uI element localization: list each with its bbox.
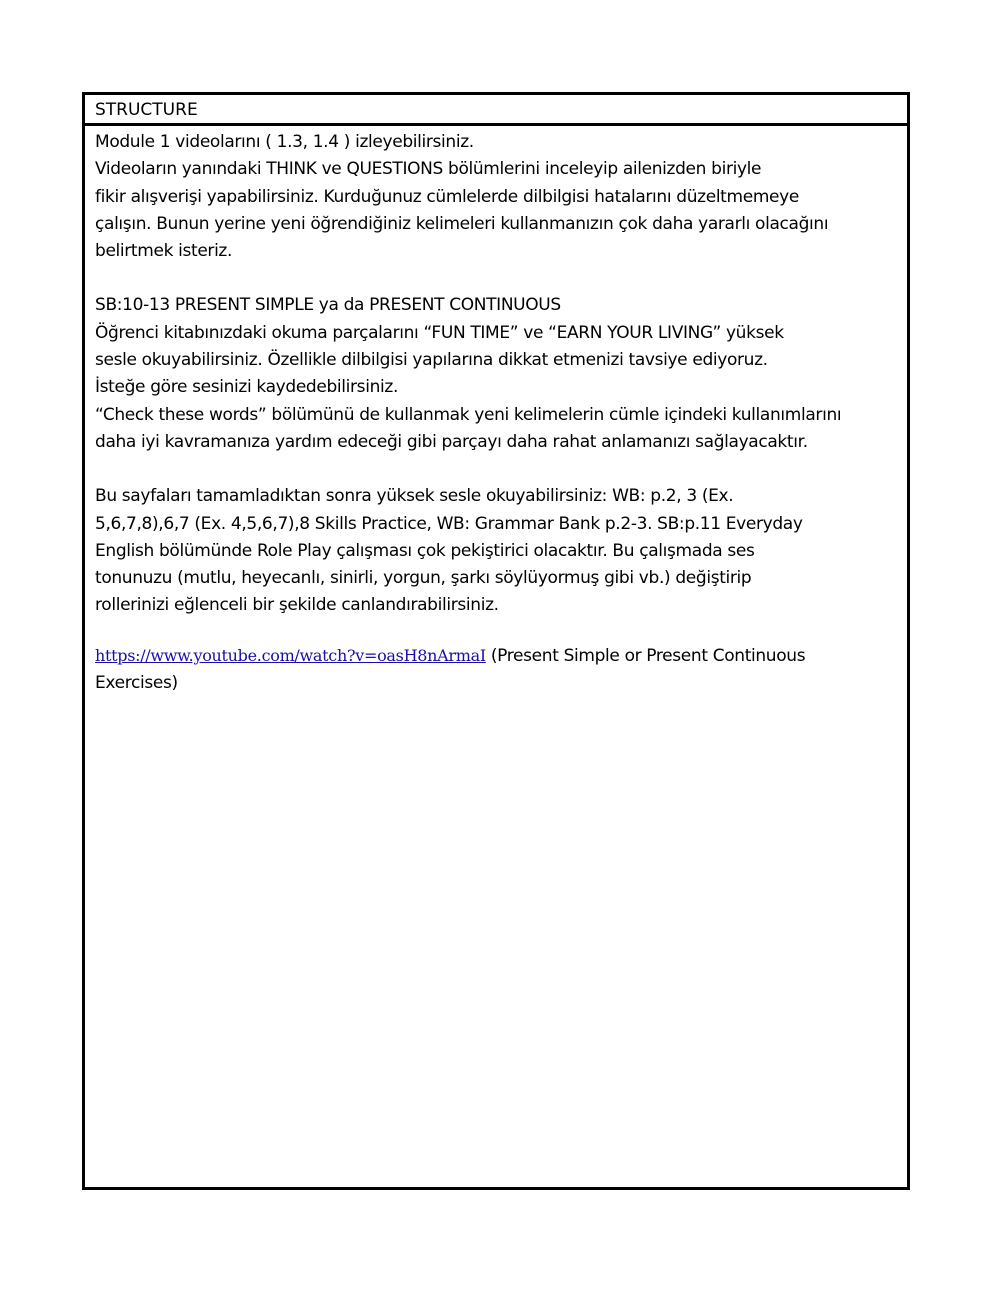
- link-suffix: (Present Simple or Present Continuous: [485, 645, 806, 666]
- text-line: çalışın. Bunun yerine yeni öğrendiğiniz kelimeleri kullanmanızın çok daha yararlı olacağını: [95, 213, 829, 234]
- text-line: daha iyi kavramanıza yardım edeceği gibi parçayı daha rahat anlamanızı sağlayacaktır.: [95, 431, 808, 452]
- text-line: SB:10-13 PRESENT SIMPLE ya da PRESENT CONTINUOUS: [95, 295, 561, 316]
- table-body: [85, 126, 907, 697]
- text-line: belirtmek isteriz.: [95, 241, 233, 262]
- spacer: [95, 265, 903, 292]
- paragraph-pages: [95, 483, 903, 619]
- text-line: fikir alışverişi yapabilirsiniz. Kurduğunuz cümlelerde dilbilgisi hatalarını düzeltmemeye: [95, 186, 799, 207]
- paragraph-videos: [95, 129, 903, 265]
- link-line: [95, 642, 903, 670]
- text-line: 5,6,7,8),6,7 (Ex. 4,5,6,7),8 Skills Practice, WB: Grammar Bank p.2-3. SB:p.11 Everyday: [95, 513, 803, 534]
- text-line: İsteğe göre sesinizi kaydedebilirsiniz.: [95, 377, 398, 398]
- text-line: English bölümünde Role Play çalışması çok pekiştirici olacaktır. Bu çalışmada ses: [95, 540, 755, 561]
- text-line: Exercises): [95, 673, 178, 694]
- paragraph-reading: [95, 292, 903, 456]
- paragraph-link: [95, 642, 903, 698]
- text-line: Videoların yanındaki THINK ve QUESTIONS bölümlerini inceleyip ailenizden biriyle: [95, 159, 762, 180]
- text-line: rollerinizi eğlenceli bir şekilde canlandırabilirsiniz.: [95, 595, 499, 616]
- text-line: Module 1 videolarını ( 1.3, 1.4 ) izleyebilirsiniz.: [95, 132, 474, 152]
- text-line: tonunuzu (mutlu, heyecanlı, sinirli, yorgun, şarkı söylüyormuş gibi vb.) değiştirip: [95, 568, 752, 589]
- table-header: STRUCTURE: [85, 95, 907, 126]
- spacer: [95, 456, 903, 483]
- structure-table: [82, 92, 910, 1190]
- text-line: “Check these words” bölümünü de kullanmak yeni kelimelerin cümle içindeki kullanımlarını: [95, 404, 842, 425]
- text-line: sesle okuyabilirsiniz. Özellikle dilbilgisi yapılarına dikkat etmenizi tavsiye ediyoruz.: [95, 350, 768, 371]
- spacer: [95, 620, 903, 642]
- text-line: Öğrenci kitabınızdaki okuma parçalarını “FUN TIME” ve “EARN YOUR LIVING” yüksek: [95, 322, 784, 343]
- youtube-link[interactable]: https://www.youtube.com/watch?v=oasH8nArmaI: [95, 645, 486, 665]
- text-line: Bu sayfaları tamamladıktan sonra yüksek sesle okuyabilirsiniz: WB: p.2, 3 (Ex.: [95, 486, 734, 507]
